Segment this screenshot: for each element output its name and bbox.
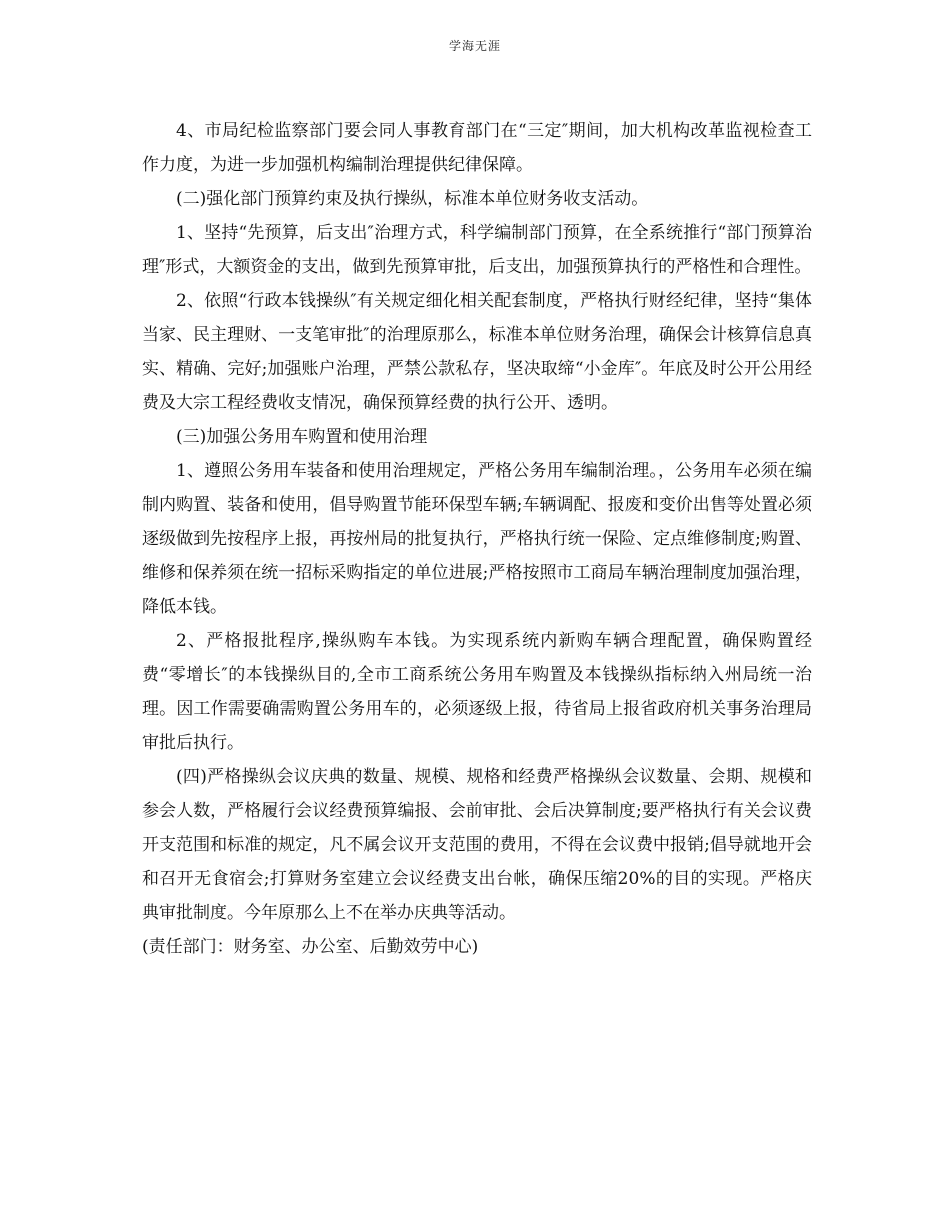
section-heading-vehicles: (三)加强公务用车购置和使用治理 — [176, 427, 428, 447]
paragraph-meetings: (四)严格操纵会议庆典的数量、规模、规格和经费严格操纵会议数量、会期、规模和参会人数，严格履行会议经费预算编报、会前审批、会后决算制度;要严格执行有关会议费开支范围和标准的规定，凡不属会议开支范围的费用，不得在会议费中报销;倡导就地开会和召开无食宿会;打算财务室建立会议经费支出台帐，确保压缩20%的目的实现。严格庆典审批制度。今年原那么上不在举办庆典等活动。 — [142, 767, 812, 923]
paragraph-budget-2: 2、依照“行政本钱操纵″有关规定细化相关配套制度，严格执行财经纪律，坚持“集体当家、民主理财、一支笔审批″的治理原那么，标准本单位财务治理，确保会计核算信息真实、精确、完好;加强账户治理，严禁公款私存，坚决取缔“小金库″。年底及时公开公用经费及大宗工程经费收支情况，确保预算经费的执行公开、透明。 — [142, 291, 812, 413]
document-body — [142, 114, 812, 964]
paragraph-vehicles-2: 2、严格报批程序,操纵购车本钱。为实现系统内新购车辆合理配置，确保购置经费“零增长″的本钱操纵目的,全市工商系统公务用车购置及本钱操纵指标纳入州局统一治理。因工作需要确需购置公务用车的，必须逐级上报，待省局上报省政府机关事务治理局审批后执行。 — [142, 631, 812, 753]
paragraph-vehicles-1: 1、遵照公务用车装备和使用治理规定，严格公务用车编制治理。，公务用车必须在编制内购置、装备和使用，倡导购置节能环保型车辆;车辆调配、报废和变价出售等处置必须逐级做到先按程序上报，再按州局的批复执行，严格执行统一保险、定点维修制度;购置、维修和保养须在统一招标采购指定的单位进展;严格按照市工商局车辆治理制度加强治理，降低本钱。 — [142, 461, 812, 617]
section-heading-budget: (二)强化部门预算约束及执行操纵，标准本单位财务收支活动。 — [176, 189, 649, 209]
page-header: 学海无涯 — [448, 39, 501, 53]
paragraph-item-4: 4、市局纪检监察部门要会同人事教育部门在“三定″期间，加大机构改革监视检查工作力度，为进一步加强机构编制治理提供纪律保障。 — [142, 121, 812, 175]
paragraph-budget-1: 1、坚持“先预算，后支出″治理方式，科学编制部门预算，在全系统推行“部门预算治理″形式，大额资金的支出，做到先预算审批，后支出，加强预算执行的严格性和合理性。 — [142, 223, 812, 277]
responsible-departments: (责任部门：财务室、办公室、后勤效劳中心) — [142, 937, 479, 957]
